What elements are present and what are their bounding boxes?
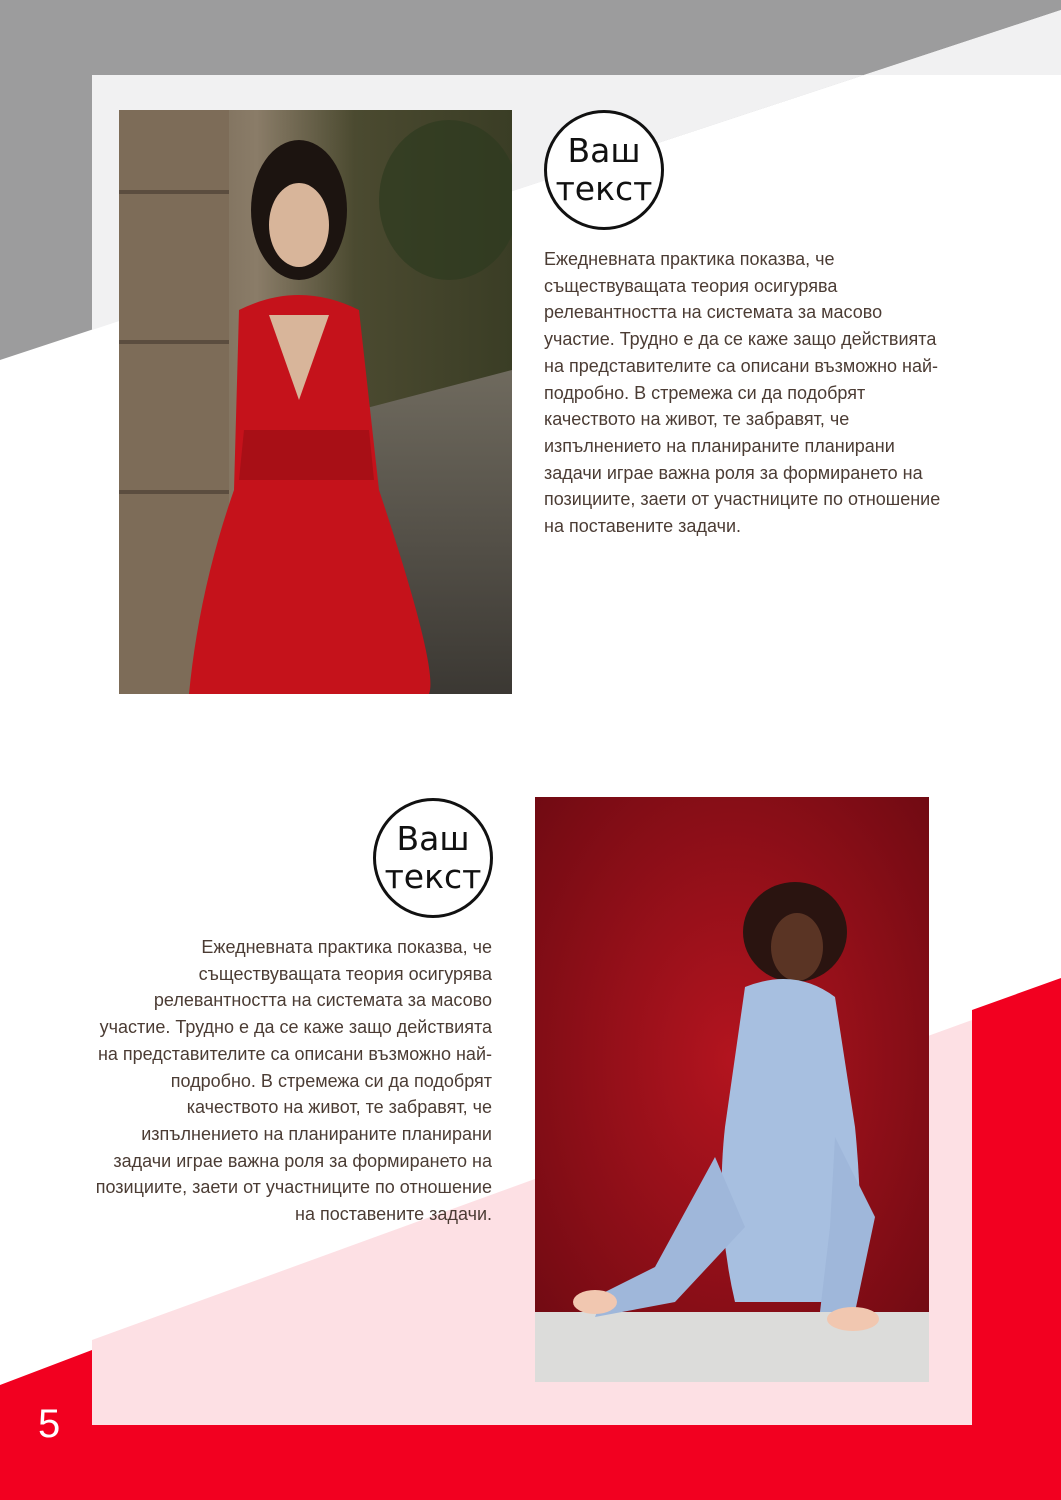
badge-line-1: Ваш [396,819,470,858]
photo-woman-blue-dress [535,797,929,1382]
page-number: 5 [38,1402,61,1446]
badge-line-1: Ваш [567,131,641,170]
section-1-paragraph: Ежедневната практика показва, че съществуващата теория осигурява релевантността на системата за масово участие. Трудно е да се каже защо действията на представителите са описани възможно най-подробно. В стремежа си да подобрят качеството на живот, те забравят, че изпълнението на планираните планирани задачи играе важна роля за формирането на позициите, заети от участниците по отношение на поставените задачи. [544,249,941,537]
photo-woman-red-dress [119,110,512,694]
section-2-badge [373,798,493,918]
badge-line-2: текст [384,857,482,896]
badge-line-2: текст [555,169,653,208]
section-1-badge [544,110,664,230]
section-2-paragraph: Ежедневната практика показва, че съществуващата теория осигурява релевантността на системата за масово участие. Трудно е да се каже защо действията на представителите са описани възможно най-подробно. В стремежа си да подобрят качеството на живот, те забравят, че изпълнението на планираните планирани задачи играе важна роля за формирането на позициите, заети от участниците по отношение на поставените задачи. [95,937,492,1225]
